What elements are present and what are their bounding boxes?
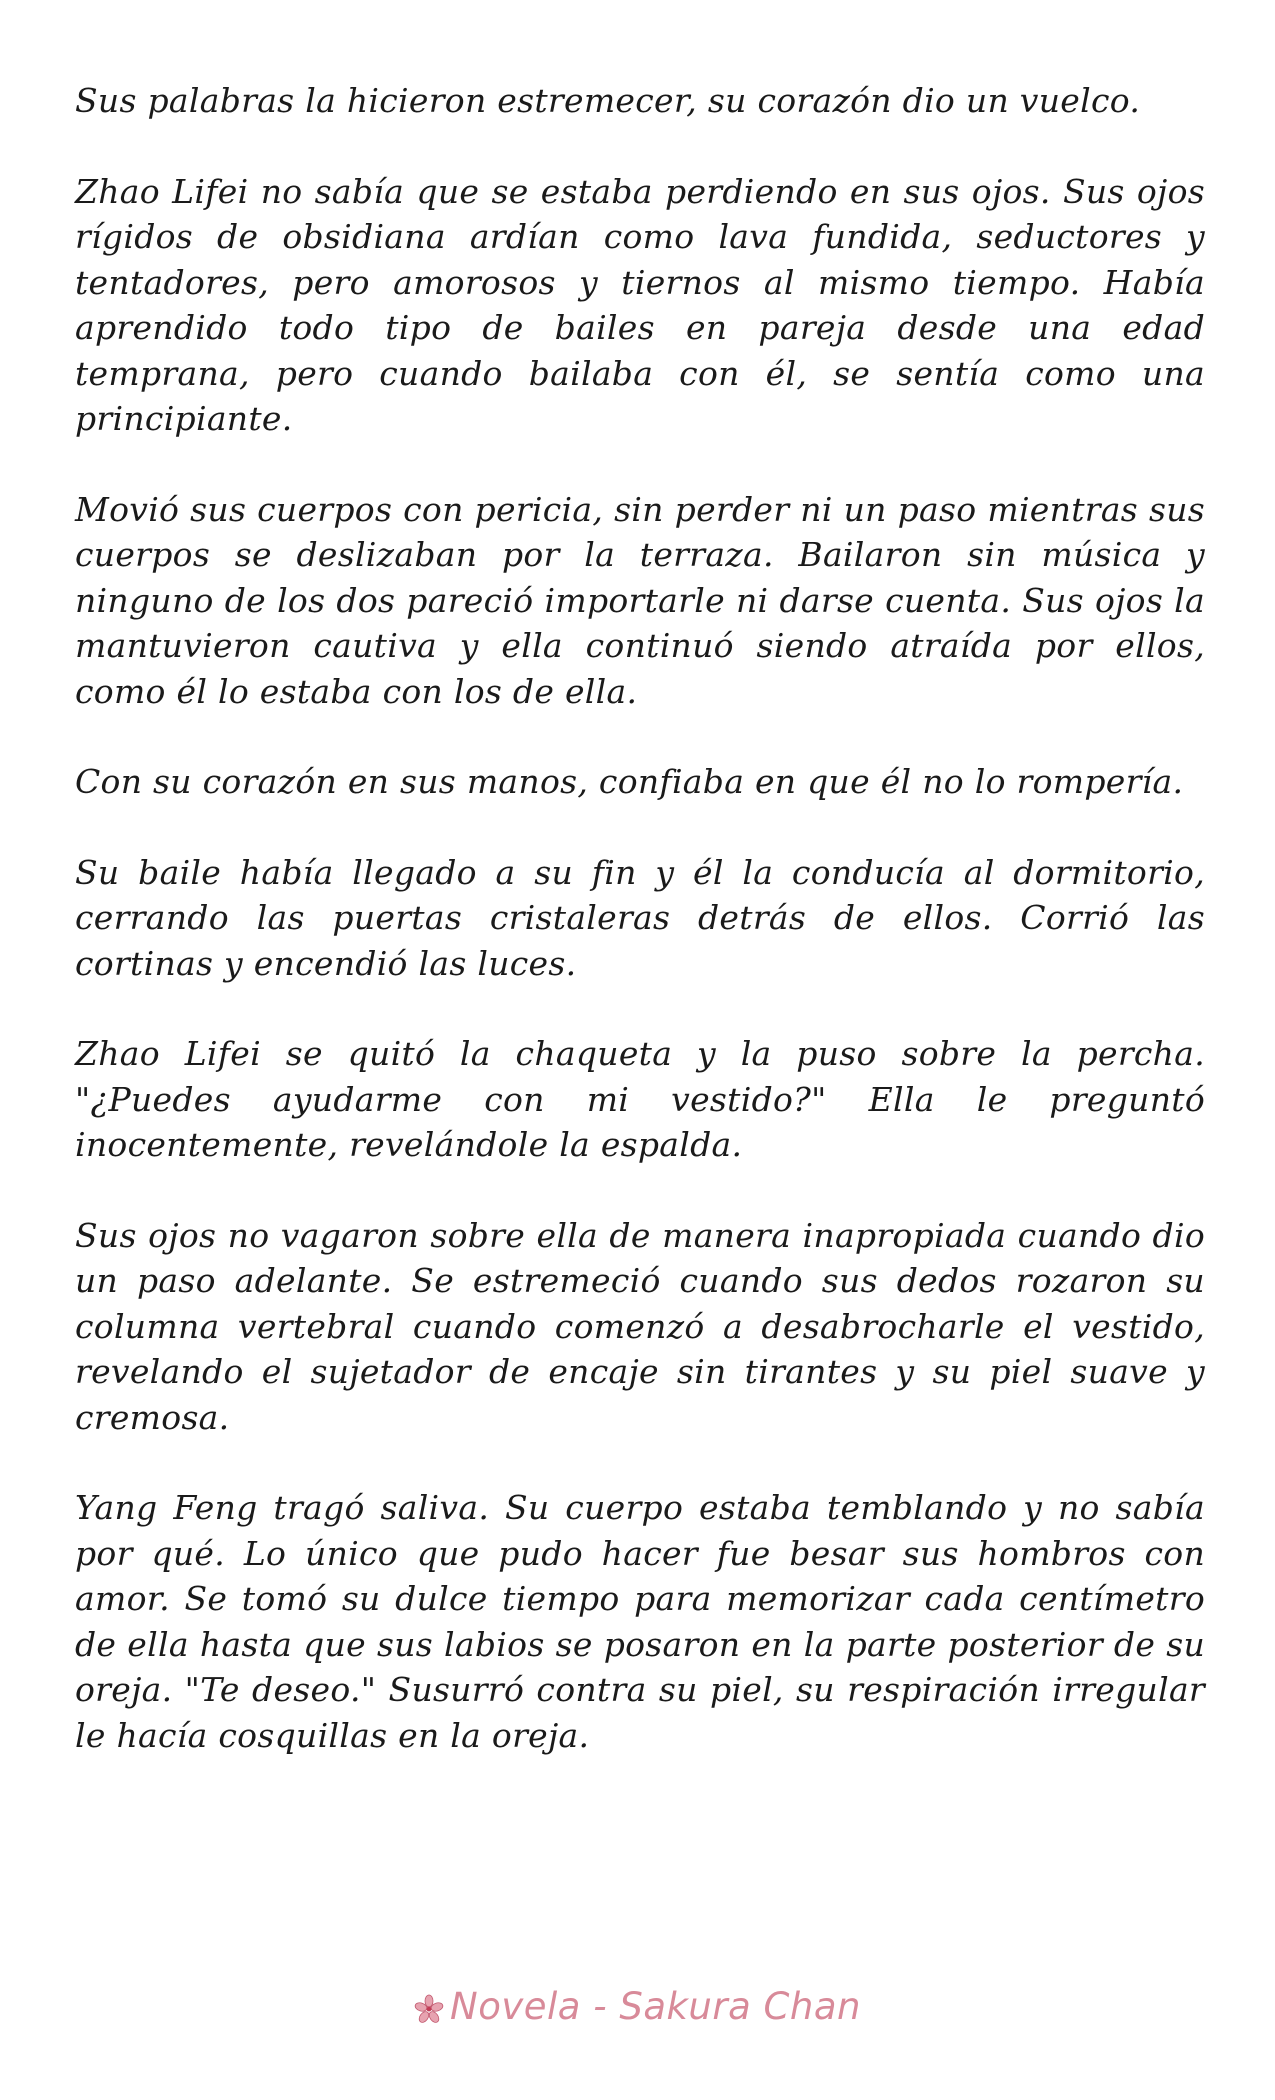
paragraph: Sus ojos no vagaron sobre ella de manera inapropiada cuando dio un paso adelante. Se estremeció cuando sus dedos rozaron su columna vertebral cuando comenzó a desabrocharle el vestido, revelando el sujetador de encaje sin tirantes y su piel suave y cremosa. xyxy=(75,1215,1205,1437)
paragraph: Sus palabras la hicieron estremecer, su corazón dio un vuelco. xyxy=(75,81,1141,120)
paragraph: Movió sus cuerpos con pericia, sin perder ni un paso mientras sus cuerpos se deslizaban por la terraza. Bailaron sin música y ninguno de los dos pareció importarle ni darse cuenta. Sus ojos la mantuvieron cautiva y ella continuó siendo atraída por ellos, como él lo estaba con los de ella. xyxy=(75,489,1205,711)
paragraph: Zhao Lifei no sabía que se estaba perdiendo en sus ojos. Sus ojos rígidos de obsidiana ardían como lava fundida, seductores y tentadores, pero amorosos y tiernos al mismo tiempo. Había aprendido todo tipo de bailes en pareja desde una edad temprana, pero cuando bailaba con él, se sentía como una principiante. xyxy=(75,171,1205,438)
watermark xyxy=(0,1985,1275,2028)
paragraph: Yang Feng tragó saliva. Su cuerpo estaba temblando y no sabía por qué. Lo único que pudo hacer fue besar sus hombros con amor. Se tomó su dulce tiempo para memorizar cada centímetro de ella hasta que sus labios se posaron en la parte posterior de su oreja. "Te deseo." Susurró contra su piel, su respiración irregular le hacía cosquillas en la oreja. xyxy=(75,1488,1205,1755)
sakura-flower-icon xyxy=(414,1990,444,2020)
paragraph: Su baile había llegado a su fin y él la conducía al dormitorio, cerrando las puertas cristaleras detrás de ellos. Corrió las cortinas y encendió las luces. xyxy=(75,852,1205,983)
document-body xyxy=(75,78,1205,1803)
watermark-text: Novela - Sakura Chan xyxy=(450,1985,861,2028)
paragraph: Zhao Lifei se quitó la chaqueta y la puso sobre la percha. "¿Puedes ayudarme con mi vestido?" Ella le preguntó inocentemente, revelándole la espalda. xyxy=(75,1034,1205,1164)
paragraph: Con su corazón en sus manos, confiaba en que él no lo rompería. xyxy=(75,762,1184,801)
